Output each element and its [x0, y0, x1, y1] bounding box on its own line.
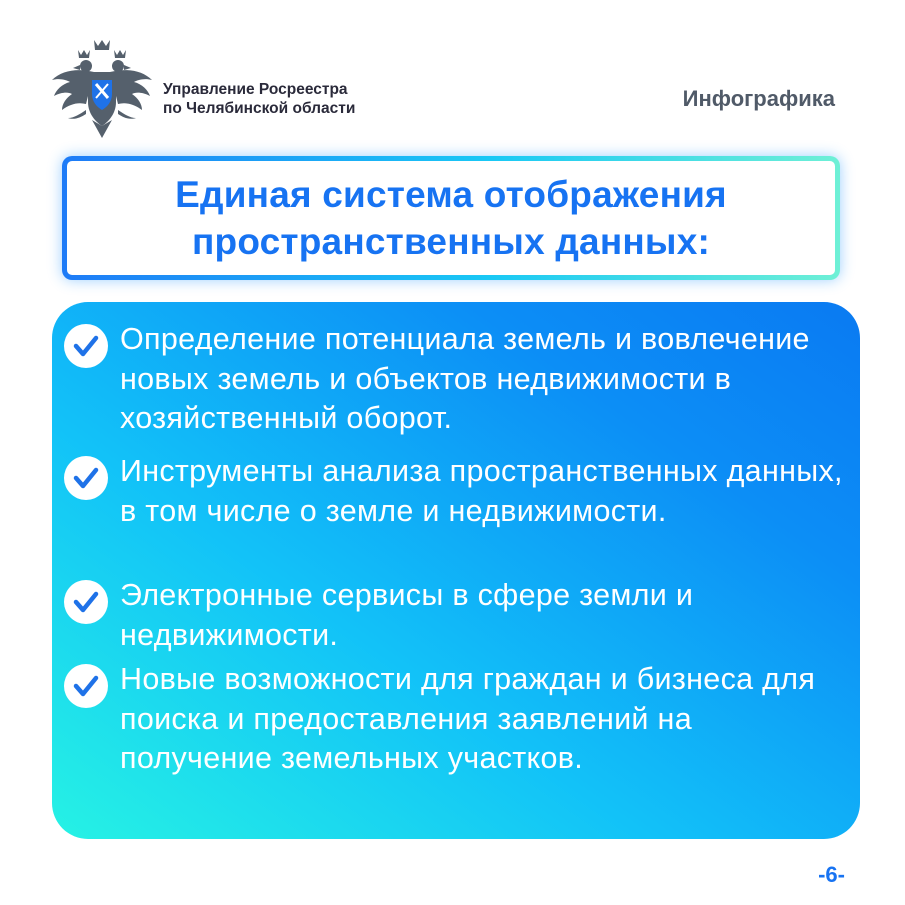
- page-title-line1: Единая система отображения: [175, 174, 727, 215]
- list-item-text: Новые возможности для граждан и бизнеса для поиска и предоставления заявлений на получение земельных участков.: [120, 662, 816, 775]
- bullet-list: [62, 320, 850, 830]
- list-item: [62, 320, 850, 452]
- list-item-text: Электронные сервисы в сфере земли и недвижимости.: [120, 578, 694, 652]
- checkmark-icon: [64, 324, 108, 368]
- page-title-line2: пространственных данных:: [191, 221, 711, 262]
- checkmark-icon: [64, 456, 108, 500]
- organization-name-line2: по Челябинской области: [163, 100, 356, 117]
- organization-name: [163, 80, 355, 118]
- list-item-text: Инструменты анализа пространственных данных, в том числе о земле и недвижимости.: [120, 454, 843, 528]
- content-panel: [52, 302, 860, 839]
- title-box: [62, 156, 840, 280]
- list-item-text: Определение потенциала земель и вовлечение новых земель и объектов недвижимости в хозяйственный оборот.: [120, 322, 810, 435]
- list-item: [62, 452, 850, 576]
- page-title: [175, 171, 727, 265]
- rosreestr-emblem-icon: [48, 34, 156, 142]
- organization-name-line1: Управление Росреестра: [163, 81, 348, 98]
- section-label: Инфографика: [682, 86, 835, 111]
- checkmark-icon: [64, 664, 108, 708]
- list-item: [62, 660, 850, 830]
- list-item: [62, 576, 850, 660]
- header: [0, 0, 905, 150]
- page-number: -6-: [818, 862, 845, 887]
- checkmark-icon: [64, 580, 108, 624]
